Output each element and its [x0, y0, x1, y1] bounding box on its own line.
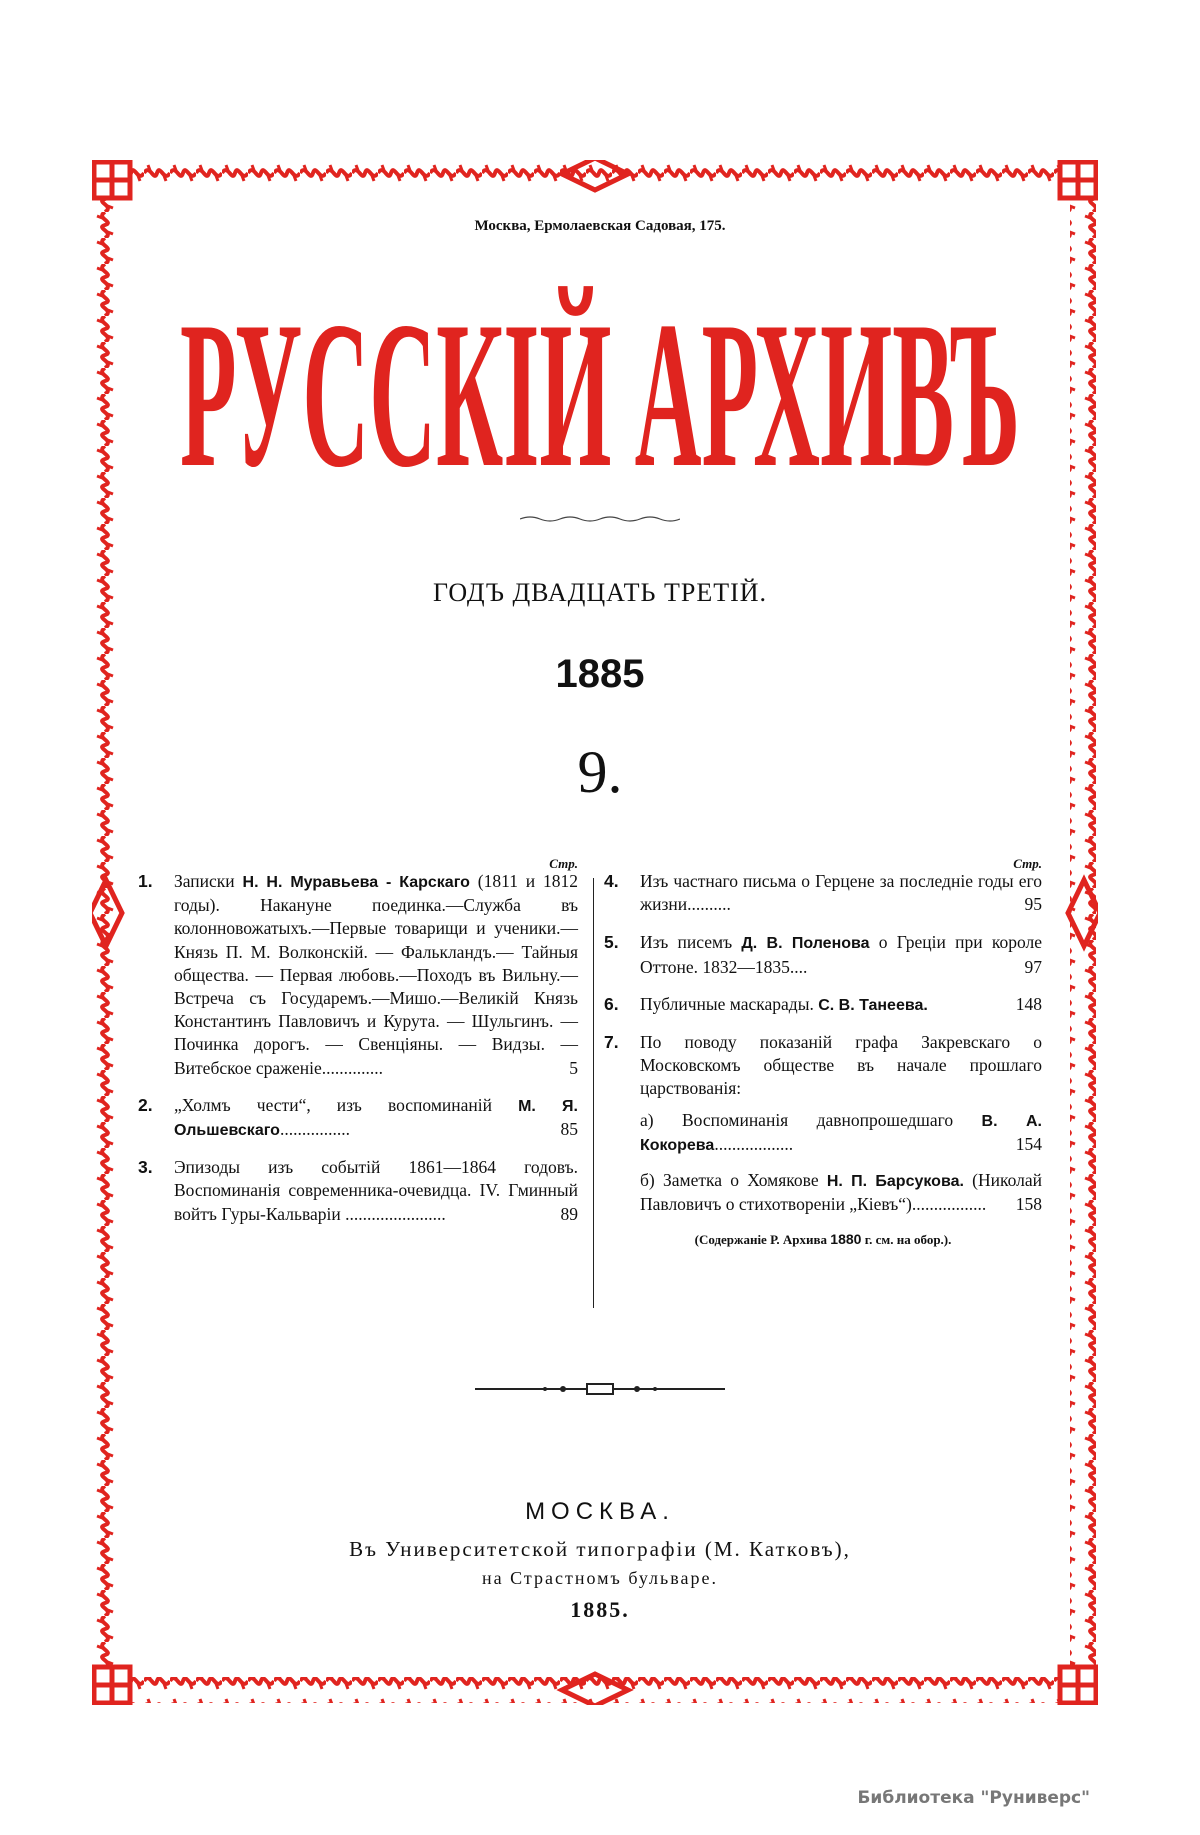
imprint-city: МОСКВА.: [525, 1498, 675, 1525]
entry-number: 3.: [138, 1157, 153, 1178]
imprint-year: 1885.: [570, 1597, 630, 1622]
contents-entry: [604, 993, 1042, 1017]
subentry-page: 154: [1015, 1133, 1042, 1154]
masthead-title: РУССКIЙ АРХИВЪ: [180, 279, 1020, 505]
entry-author: Н. Н. Муравьева - Карскаго: [242, 874, 470, 891]
entry-text: ................: [279, 1119, 350, 1140]
entry-author: Д. В. Поленова: [741, 935, 870, 953]
entry-number: 5.: [604, 932, 619, 953]
section-ornament: [475, 1382, 725, 1396]
imprint-street: на Страстномъ бульваре.: [482, 1568, 718, 1588]
imprint-printer: Въ Университетской типографiи (М. Катковъ),: [349, 1537, 851, 1561]
entry-page: 95: [1024, 894, 1042, 915]
entry-author: М. Я. Ольшевскаго: [174, 1097, 578, 1140]
entry-text: По поводу показанiй графа Закревскаго о Московскомъ обществе въ начале прошлаго царствованiя:: [640, 1032, 1042, 1099]
entry-page: 148: [1015, 993, 1042, 1014]
year-label: ГОДЪ ДВАДЦАТЬ ТРЕТIЙ.: [432, 578, 768, 607]
title-rule-ornament: [520, 515, 680, 523]
entry-text: Публичные маскарады.: [640, 993, 819, 1014]
contents-entry: [604, 931, 1042, 978]
entry-text: „Холмъ чести“, изъ воспоминанiй: [174, 1094, 519, 1115]
entry-text: Эпизоды изъ событiй 1861—1864 годовъ. Воспоминанiя современника-очевидца. IV. Гминный войтъ Гуры-Кальварiи .......................: [174, 1157, 578, 1224]
contents-entry: [138, 1156, 578, 1227]
entry-author: С. В. Танеева.: [818, 996, 928, 1014]
entry-text: о Грецiи при короле Оттоне. 1832—1835....: [640, 932, 1042, 977]
issue-number: 9.: [577, 739, 623, 805]
entry-number: 1.: [138, 871, 153, 891]
note-text: (Содержанiе Р. Архива: [694, 1232, 831, 1248]
subentry-page: 158: [1015, 1194, 1042, 1215]
entry-text: Изъ частнаго письма о Герцене за последнiе годы его жизни..........: [640, 871, 1042, 915]
contents-left-column: [138, 852, 578, 1241]
entry-page: 5: [569, 1057, 578, 1078]
contents-note: [604, 1228, 1042, 1251]
entry-number: 4.: [604, 871, 619, 891]
subentry-author: В. А. Кокорева: [640, 1112, 1042, 1154]
subentry-text: (Николай Павловичъ о стихотворенiи „Кiевъ“).................: [640, 1170, 1042, 1215]
subentry-text: ..................: [714, 1133, 794, 1154]
contents-entry: [138, 1094, 578, 1142]
contents-subentry: [604, 1169, 1042, 1216]
entry-page: 97: [1024, 956, 1042, 977]
contents-entry: [604, 1031, 1042, 1101]
entry-text: (1811 и 1812 годы). Накануне поединка.—Служба въ колонновожатыхъ.—Первые товарищи и ученики.—Князь П. М. Волконскiй. — Фалькландъ.— Тайныя общества. — Первая любовь.—Походъ въ Вильну.—Встреча съ Государемъ.—Мишо.—Великiй Князь Константинъ Павловичъ и Курута. — Шульгинъ. — Починка дорогъ. — Свенцiяны. — Видзы. — Витебское сраженiе..............: [174, 871, 579, 1078]
entry-page: 89: [560, 1203, 578, 1224]
column-divider: [593, 878, 594, 1308]
year-number: 1885: [555, 652, 645, 696]
entry-number: 6.: [604, 993, 619, 1014]
contents-right-column: [604, 852, 1042, 1252]
note-year: 1880: [830, 1231, 862, 1248]
publisher-address: Москва, Ермолаевская Садовая, 175.: [474, 218, 726, 234]
contents-entry: [138, 870, 578, 1080]
subentry-author: Н. П. Барсукова.: [826, 1173, 964, 1191]
note-text: г. см. на обор.).: [861, 1232, 952, 1248]
entry-number: 2.: [138, 1094, 153, 1115]
contents-subentry: [604, 1109, 1042, 1157]
entry-text: Записки: [174, 871, 243, 891]
page-column-header: Стр.: [549, 856, 578, 871]
masthead-title-lettering: [150, 265, 1050, 505]
subentry-text: б) Заметка о Хомякове: [640, 1170, 827, 1191]
contents-entry: [604, 870, 1042, 917]
subentry-text: а) Воспоминанiя давнопрошедшаго: [640, 1109, 982, 1130]
entry-text: Изъ писемъ: [640, 932, 742, 953]
library-watermark: Библиотека "Руниверс": [857, 1788, 1090, 1808]
entry-page: 85: [560, 1119, 578, 1140]
page-column-header: Стр.: [1013, 856, 1042, 871]
entry-number: 7.: [604, 1032, 619, 1053]
